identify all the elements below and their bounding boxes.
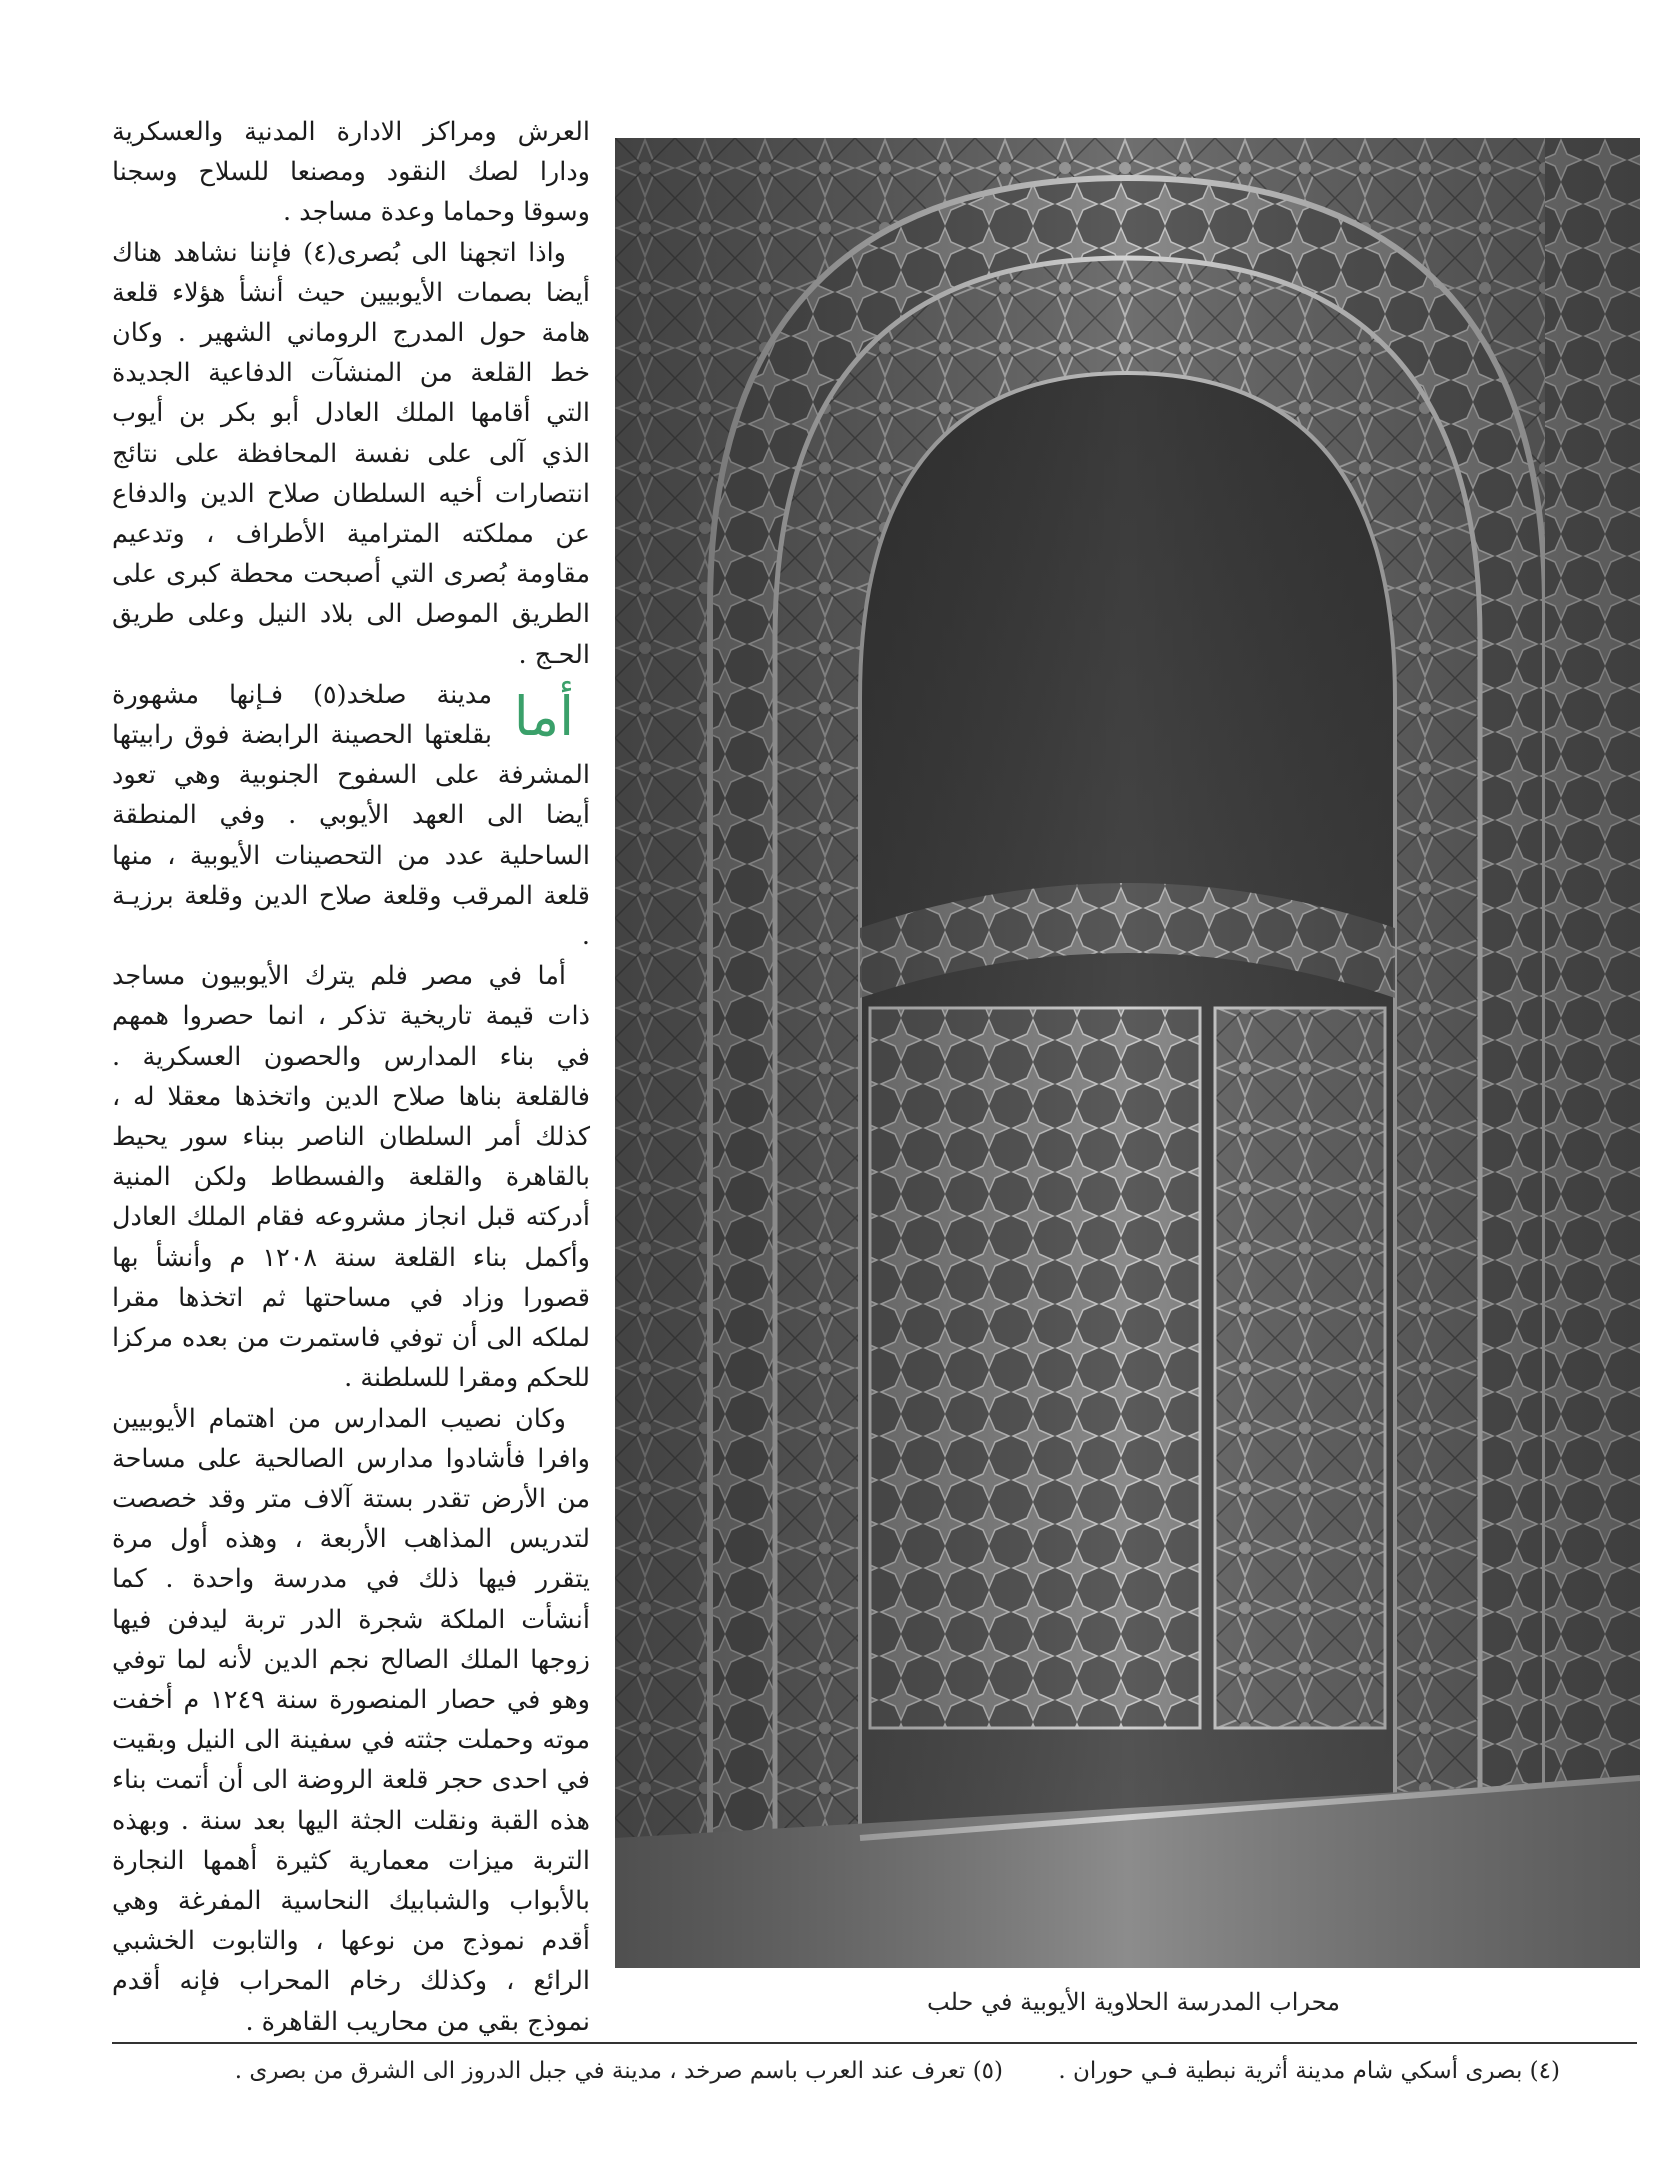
footnotes [234,2058,1560,2084]
photo-caption: محراب المدرسة الحلاوية الأيوبية في حلب [927,1988,1340,2016]
footnote-4: (٤) بصرى أسكي شام مدينة أثرية نبطية فـي حوران . [1058,2058,1560,2084]
footnote-divider [112,2042,1637,2044]
paragraph-4: أما في مصر فلم يترك الأيوبيون مساجد ذات قيمة تاريخية تذكر ، انما حصروا همهم في بناء المدارس والحصون العسكرية . فالقلعة بناها صلاح الدين واتخذها معقلا له ، كذلك أمر السلطان الناصر ببناء سور يحيط بالقاهرة والقلعة والفسطاط ولكن المنية أدركته قبل انجاز مشروعه فقام الملك العادل وأكمل بناء القلعة سنة ١٢٠٨ م وأنشأ بها قصورا وزاد في مساحتها ثم اتخذها مقرا لملكه الى أن توفي فاستمرت من بعده مركزا للحكم ومقرا للسلطنة . [112,961,590,1394]
dropcap-letter: أما [513,684,575,748]
paragraph-1: العرش ومراكز الادارة المدنية والعسكرية ودارا لصك النقود ومصنعا للسلاح وسجنا وسوقا وحماما وعدة مساجد . [112,117,590,228]
footnote-5: (٥) تعرف عند العرب باسم صرخد ، مدينة في جبل الدروز الى الشرق من بصرى . [234,2058,1004,2084]
mihrab-photo-illustration [615,138,1640,1968]
mihrab-photograph [615,138,1640,1968]
article-text-column [112,112,590,2042]
paragraph-3 [112,675,590,956]
dropcap-ornament [498,679,590,755]
paragraph-3-text: مدينة صلخد(٥) فـإنها مشهورة بقلعتها الحصينة الرابضة فوق رابيتها المشرفة على السفوح الجنوبية وهي تعود أيضا الى العهد الأيوبي . وفي المنطقة الساحلية عدد من التحصينات الأيوبية ، منها قلعة المرقب وقلعة صلاح الدين وقلعة برزيـة . [112,679,590,952]
paragraph-5: وكان نصيب المدارس من اهتمام الأيوبيين وافرا فأشادوا مدارس الصالحية على مساحة من الأرض تقدر بستة آلاف متر وقد خصصت لتدريس المذاهب الأربعة ، وهذه أول مرة يتقرر فيها ذلك في مدرسة واحدة . كما أنشأت الملكة شجرة الدر تربة ليدفن فيها زوجها الملك الصالح نجم الدين لأنه لما توفي وهو في حصار المنصورة سنة ١٢٤٩ م أخفت موته وحملت جثته في سفينة الى النيل وبقيت في احدى حجر قلعة الروضة الى أن أتمت بناء هذه القبة ونقلت الجثة اليها بعد سنة . وبهذه التربة ميزات معمارية كثيرة أهمها النجارة بالأبواب والشبابيك النحاسية المفرغة وهي أقدم نموذج من نوعها ، والتابوت الخشبي الرائع ، وكذلك رخام المحراب فإنه أقدم نموذج بقي من محاريب القاهرة . [112,1403,590,2037]
paragraph-2: واذا اتجهنا الى بُصرى(٤) فإننا نشاهد هناك أيضا بصمات الأيوبيين حيث أنشأ هؤلاء قلعة هامة حول المدرج الروماني الشهير . وكان خط القلعة من المنشآت الدفاعية الجديدة التي أقامها الملك العادل أبو بكر بن أيوب الذي آلى على نفسة المحافظة على نتائج انتصارات أخيه السلطان صلاح الدين والدفاع عن مملكته المترامية الأطراف ، وتدعيم مقاومة بُصرى التي أصبحت محطة كبرى على الطريق الموصل الى بلاد النيل وعلى طريق الحـج . [112,237,590,670]
